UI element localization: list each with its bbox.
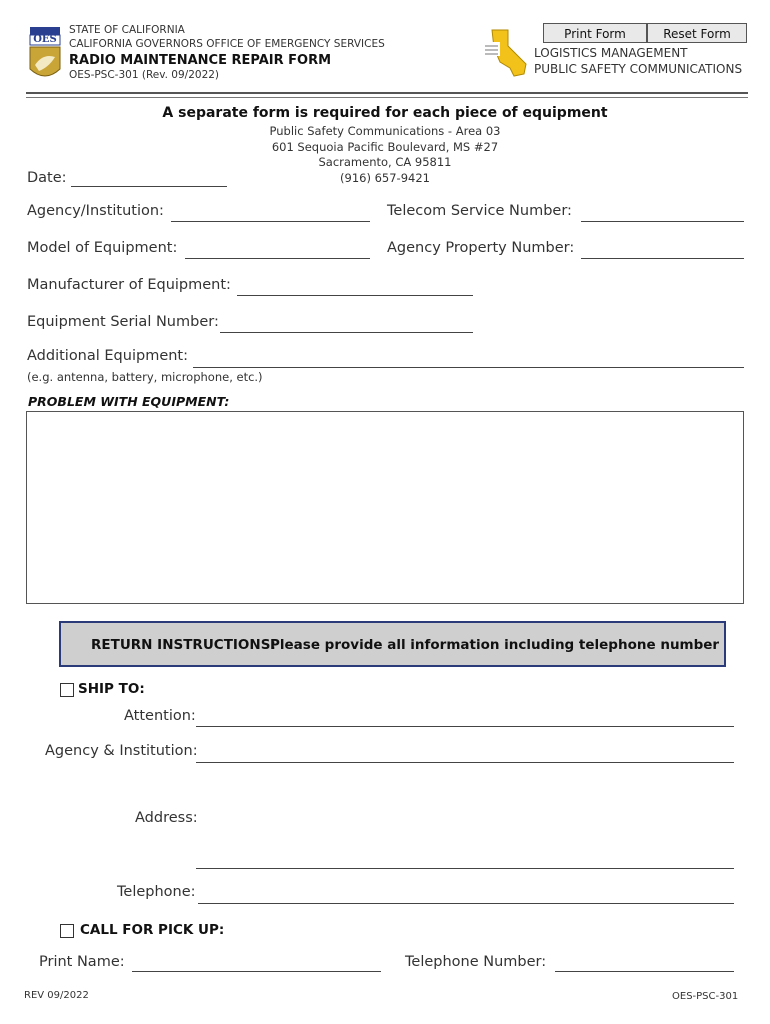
date-label: Date: [27,170,67,186]
return-text: Please provide all information including telephone number [270,637,720,653]
agency-field[interactable] [171,221,370,222]
header-divider-thin [26,97,748,98]
header-office: CALIFORNIA GOVERNORS OFFICE OF EMERGENCY SERVICES [69,38,385,50]
intro-address-1: Public Safety Communications - Area 03 [269,124,501,138]
intro-phone: (916) 657-9421 [340,171,430,185]
header-divider [26,92,748,94]
oes-logo [27,25,63,85]
form-title: RADIO MAINTENANCE REPAIR FORM [69,53,332,68]
ship-agency-field[interactable] [196,762,734,763]
address-label: Address: [135,810,198,826]
agency-label: Agency/Institution: [27,203,164,219]
return-instructions-box [59,621,726,667]
pickup-label: CALL FOR PICK UP: [80,922,225,938]
form-id: OES-PSC-301 (Rev. 09/2022) [69,69,220,81]
additional-note: (e.g. antenna, battery, microphone, etc.) [27,370,263,384]
manufacturer-field[interactable] [237,295,473,296]
reset-form-button[interactable]: Reset Form [647,23,747,43]
print-name-field[interactable] [132,971,381,972]
problem-textarea[interactable] [26,411,744,604]
address-field[interactable] [196,868,734,869]
pickup-telephone-label: Telephone Number: [405,954,547,970]
intro-address-2: 601 Sequoia Pacific Boulevard, MS #27 [271,140,499,154]
ship-telephone-field[interactable] [198,903,734,904]
return-label: RETURN INSTRUCTIONS: [91,637,276,653]
pickup-checkbox[interactable] [60,924,74,938]
pickup-telephone-field[interactable] [555,971,734,972]
print-form-button[interactable]: Print Form [543,23,647,43]
serial-label: Equipment Serial Number: [27,314,219,330]
header-state: STATE OF CALIFORNIA [69,24,185,36]
california-map-icon [482,28,530,78]
dept-line-2: PUBLIC SAFETY COMMUNICATIONS [534,62,743,76]
intro-heading: A separate form is required for each piece of equipment [162,105,608,121]
telecom-field[interactable] [581,221,744,222]
additional-label: Additional Equipment: [27,348,188,364]
telecom-label: Telecom Service Number: [387,203,572,219]
print-name-label: Print Name: [39,954,125,970]
ship-telephone-label: Telephone: [117,884,196,900]
footer-form-id: OES-PSC-301 [672,991,739,1002]
intro-address-3: Sacramento, CA 95811 [318,155,452,169]
model-label: Model of Equipment: [27,240,178,256]
serial-field[interactable] [220,332,473,333]
manufacturer-label: Manufacturer of Equipment: [27,277,231,293]
ship-to-label: SHIP TO: [78,681,145,697]
ship-agency-label: Agency & Institution: [45,743,198,759]
dept-line-1: LOGISTICS MANAGEMENT [534,46,688,60]
additional-field[interactable] [193,367,744,368]
footer-revision: REV 09/2022 [24,990,89,1001]
property-field[interactable] [581,258,744,259]
model-field[interactable] [185,258,370,259]
problem-label: PROBLEM WITH EQUIPMENT: [28,394,230,409]
property-label: Agency Property Number: [387,240,575,256]
logo-text: OES [33,34,57,45]
attention-field[interactable] [196,726,734,727]
attention-label: Attention: [124,708,196,724]
date-field[interactable] [71,186,227,187]
ship-to-checkbox[interactable] [60,683,74,697]
